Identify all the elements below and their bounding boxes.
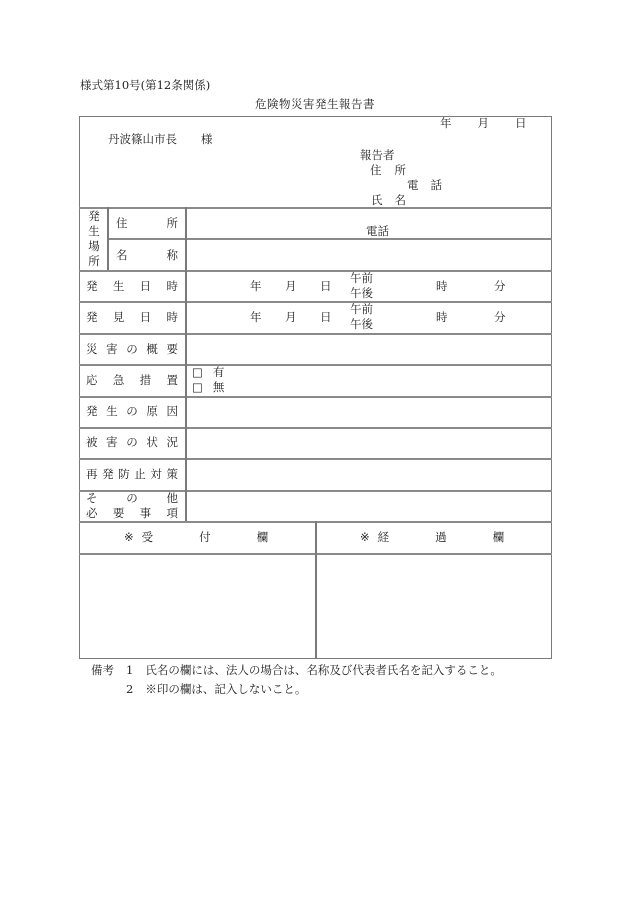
- am-label[interactable]: 午前: [350, 271, 373, 285]
- emergency-option-yes[interactable]: □ 有: [192, 365, 225, 379]
- progress-area: [317, 555, 551, 658]
- disaster-summary-field[interactable]: [187, 335, 551, 363]
- day-label: 日: [515, 116, 527, 130]
- location-name-field[interactable]: [187, 240, 551, 269]
- other-items-label-line2: 必 要 事 項: [86, 506, 178, 520]
- prevention-measures-field[interactable]: [187, 460, 551, 489]
- other-items-label-line1: そ の 他: [86, 491, 178, 505]
- reception-column-header: ※ 受 付 欄: [124, 530, 269, 544]
- reporter-label: 報告者: [360, 148, 395, 162]
- cause-field[interactable]: [187, 398, 551, 426]
- notes-label: 備考: [91, 663, 114, 677]
- location-phone-label: 電話: [366, 224, 389, 238]
- pm-label[interactable]: 午後: [350, 317, 373, 331]
- reporter-address-label: 住 所: [370, 163, 406, 177]
- reporter-phone-label: 電 話: [407, 178, 442, 192]
- emergency-measures-label: 応 急 措 置: [86, 373, 178, 387]
- report-date[interactable]: [440, 118, 527, 130]
- form-number: 様式第10号(第12条関係): [80, 78, 211, 92]
- divider: [79, 270, 552, 272]
- divider: [107, 207, 109, 270]
- year-label: 年: [440, 116, 452, 130]
- disaster-summary-label: 災 害 の 概 要: [86, 342, 178, 356]
- month-label: 月: [477, 116, 489, 130]
- prevention-measures-label: 再 発 防 止 対 策: [86, 467, 178, 481]
- divider: [79, 364, 552, 366]
- document-title: 危険物災害発生報告書: [255, 97, 375, 111]
- checkbox-icon[interactable]: □: [192, 380, 203, 394]
- occurrence-datetime-label: 発 生 日 時: [86, 279, 178, 293]
- location-name-label: 名 称: [116, 248, 178, 262]
- progress-column-header: ※ 経 過 欄: [360, 530, 505, 544]
- location-address-label: 住 所: [116, 216, 178, 230]
- emergency-option-no[interactable]: □ 無: [192, 380, 225, 394]
- damage-status-label: 被 害 の 状 況: [86, 435, 178, 449]
- reporter-name-label: 氏 名: [371, 193, 406, 207]
- addressee: 丹波篠山市長 様: [108, 132, 213, 146]
- location-group-label: 発 生 場 所: [88, 209, 100, 268]
- reference-mark: ※: [360, 530, 370, 544]
- honorific: 様: [201, 132, 213, 146]
- pm-label[interactable]: 午後: [350, 286, 373, 300]
- reception-area: [81, 555, 314, 658]
- damage-status-field[interactable]: [187, 429, 551, 457]
- checkbox-icon[interactable]: □: [192, 365, 203, 379]
- note-item: 2 ※印の欄は、記入しないこと。: [126, 682, 307, 696]
- divider: [79, 301, 552, 303]
- cause-label: 発 生 の 原 因: [86, 404, 178, 418]
- note-item: 1 氏名の欄には、法人の場合は、名称及び代表者氏名を記入すること。: [126, 663, 502, 677]
- am-label[interactable]: 午前: [350, 302, 373, 316]
- discovery-datetime-label: 発 見 日 時: [86, 310, 178, 324]
- other-items-field[interactable]: [187, 492, 551, 520]
- reference-mark: ※: [124, 530, 134, 544]
